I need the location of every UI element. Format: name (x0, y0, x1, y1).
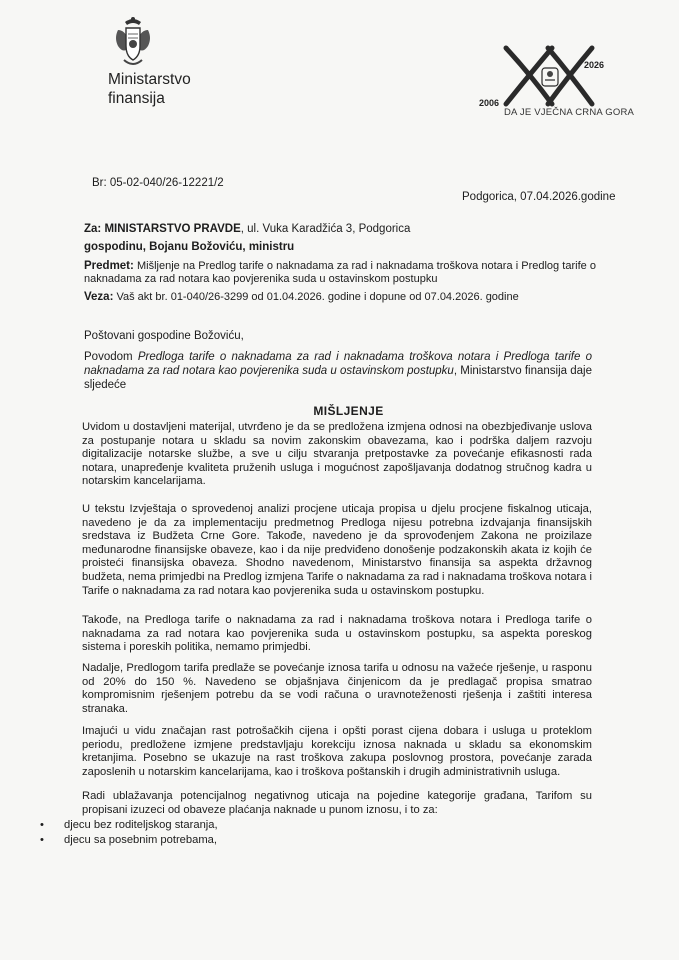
place-and-date: Podgorica, 07.04.2026.godine (462, 191, 616, 203)
connection-text: Vaš akt br. 01-040/26-3299 od 01.04.2026. godine i dopune od 07.04.2026. godine (116, 291, 519, 303)
subject-label: Predmet: (84, 260, 134, 272)
bullet-icon: • (40, 834, 44, 846)
subject-text: Mišljenje na Predlog tarife o naknadama za rad i naknadama troškova notara i Predlog tarife o naknadama za rad notara kao povjerenika suda u ostavinskom postupku (84, 260, 596, 285)
connection-label: Veza: (84, 291, 114, 303)
coat-of-arms-icon (112, 16, 154, 68)
body-paragraph-6: Radi ublažavanja potencijalnog negativnog uticaja na pojedine kategorije građana, Tarifom su propisani izuzeci od obaveze plaćanja naknade u punom iznosu, i to za: (82, 790, 592, 816)
recipient-salutation: gospodinu, Bojanu Božoviću, ministru (84, 241, 295, 253)
greeting: Poštovani gospodine Božoviću, (84, 330, 244, 342)
intro-before: Povodom (84, 351, 138, 363)
list-item (40, 833, 218, 848)
recipient-name: MINISTARSTVO PRAVDE (104, 223, 241, 235)
list-item-text: djecu sa posebnim potrebama, (64, 834, 217, 846)
connection-block (84, 291, 519, 303)
body-paragraph-3: Takođe, na Predloga tarife o naknadama za rad i naknadama troškova notara i Predloga tarife o naknadama za rad notara kao povjerenika suda u ostavinskom postupku, sa aspekta poreskog sistema i poreskih politika, nemamo primjedbi. (82, 614, 592, 654)
ministry-name (108, 70, 191, 108)
intro-after: , Ministarstvo finansija daje sljedeće (84, 365, 592, 391)
body-paragraph-5: Imajući u vidu značajan rast potrošačkih cijena i opšti porast cijena dobara i usluga u proteklom periodu, predložene izmjene predstavljaju korekciju iznosa naknada u skladu sa ekonomskim kretanjima. Posebno se ukazuje na rast troškova zakupa poslovnog prostora, povećanje zarada zaposlenih u notarskim kancelarijama, kao i troškova poštanskih i drugih administrativnih usluga. (82, 725, 592, 778)
list-item (40, 818, 218, 833)
ministry-line-1: Ministarstvo (108, 71, 191, 88)
subject-block (84, 260, 596, 286)
anniversary-year-start: 2006 (479, 98, 500, 108)
reference-number: Br: 05-02-040/26-12221/2 (92, 177, 224, 189)
anniversary-slogan: DA JE VJEČNA CRNA GORA (504, 107, 635, 118)
anniversary-xx-logo-icon (490, 44, 610, 108)
ministry-line-2: finansija (108, 90, 165, 107)
anniversary-year-end: 2026 (584, 60, 605, 70)
recipient-address (84, 223, 410, 235)
exemption-list (40, 818, 218, 848)
body-paragraph-2: U tekstu Izvještaja o sprovedenoj analizi procjene uticaja propisa u djelu procjene fiskalnog uticaja, navedeno je da za implementaciju predmetnog Predloga nijesu potrebna izdvajanja finansijskih sredstava iz Budžeta Crne Gore. Takođe, navedeno je da sprovođenjem Zakona ne proizilaze međunarodne finansijske obaveze, kao i da nije predviđeno donošenje podzakonskih akata iz kojih će proisteći finansijska obaveza. Shodno navedenom, Ministarstvo finansija sa aspekta državnog budžeta, nema primjedbi na Predlog izmjena Tarife o naknadama za rad i naknadama troškova notara i Tarife o naknadama za rad notara kao povjerenika suda u ostavinskom postupku. (82, 503, 592, 597)
bullet-icon: • (40, 819, 44, 831)
recipient-street: , ul. Vuka Karadžića 3, Podgorica (240, 223, 411, 235)
body-paragraph-4: Nadalje, Predlogom tarifa predlaže se povećanje iznosa tarifa u odnosu na važeće rješenje, u rasponu od 20% do 150 %. Navedeno se objašnjava činjenicom da je predlagač propisa smatrao kompromisnim rješenjem potrebu da se vodi računa o uravnoteženosti rješenja i zaštiti interesa stranaka. (82, 662, 592, 715)
body-paragraph-1: Uvidom u dostavljeni materijal, utvrđeno je da se predložena izmjena odnosi na obezbjeđivanje uslova za postupanje notara u skladu sa novim zakonskim obavezama, kao i podrška daljem razvoju digitalizacije notarske službe, a sve u cilju stvaranja pretpostavke za povećanje efikasnosti rada notara, unapređenje kvaliteta pruženih usluga i mogućnost zapošljavanja dodatnog stručnog kadra u notarskim kancelarijama. (82, 421, 592, 488)
recipient-prefix: Za: (84, 223, 102, 235)
intro-paragraph (84, 350, 592, 392)
opinion-heading (0, 404, 679, 418)
opinion-heading-text: MIŠLJENJE (313, 404, 384, 418)
list-item-text: djecu bez roditeljskog staranja, (64, 819, 218, 831)
intro-italic: Predloga tarife o naknadama za rad i naknadama troškova notara i Predloga tarife o naknadama za rad notara kao povjerenika suda u ostavinskom postupku (84, 351, 592, 377)
